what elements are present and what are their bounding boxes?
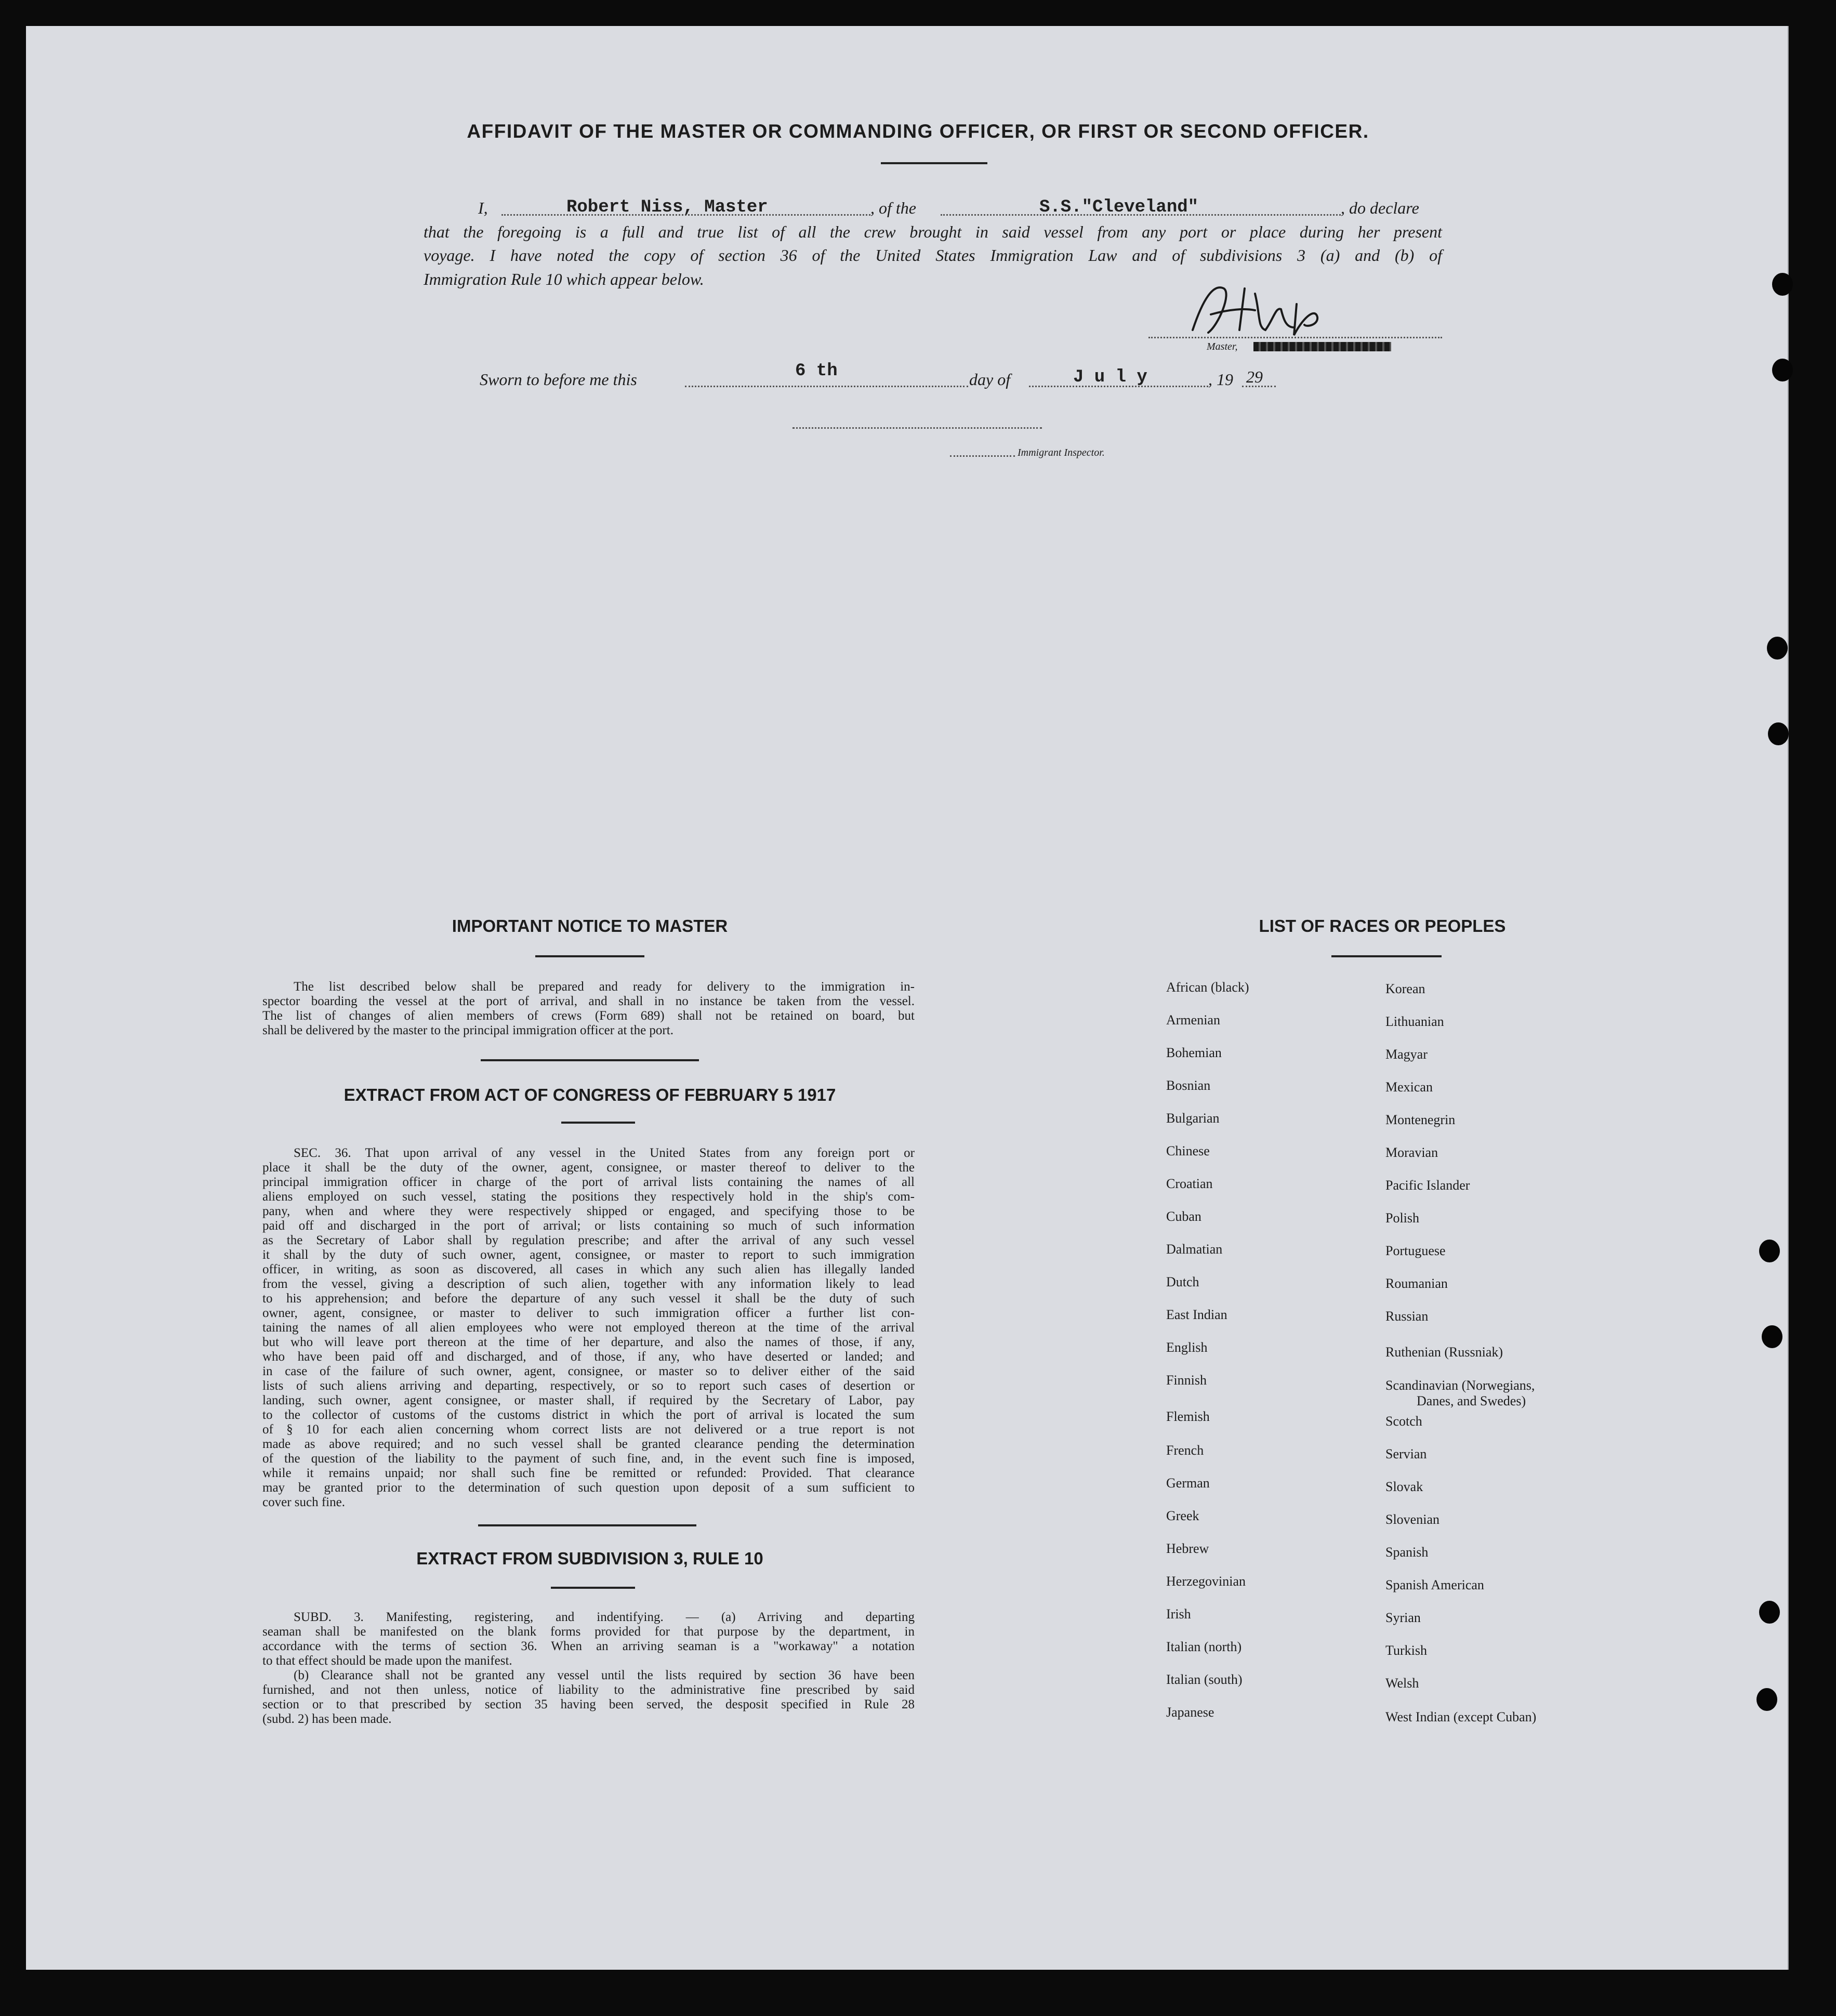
paragraph-line: SEC. 36. That upon arrival of any vessel in the United States from any foreign port or (294, 1146, 915, 1160)
officer-name: Robert Niss, Master (566, 197, 768, 217)
race-item: Japanese (1166, 1705, 1214, 1720)
struck-out-text (1253, 342, 1391, 351)
race-item: Lithuanian (1385, 1014, 1444, 1029)
race-item: Turkish (1385, 1643, 1427, 1658)
paragraph-line: paid off and discharged in the port of arrival; or lists containing so much of such information (262, 1219, 915, 1233)
race-item: Ruthenian (Russniak) (1385, 1345, 1503, 1360)
affidavit-i-label: I, (478, 199, 488, 217)
extract-act-bottom-divider (478, 1524, 696, 1526)
race-item: Pacific Islander (1385, 1178, 1470, 1193)
race-item: French (1166, 1443, 1204, 1458)
race-item: Russian (1385, 1309, 1429, 1324)
paragraph-line: landing, such owner, agent consignee, or master shall, if required by the Secretary of Labor, pay (262, 1393, 915, 1407)
paragraph-line: seaman shall be manifested on the blank forms provided for that purpose by the department, in (262, 1625, 915, 1639)
affidavit-body-line: Immigration Rule 10 which appear below. (424, 270, 704, 288)
sworn-day: 6 th (795, 361, 838, 381)
paragraph-line: of § 10 for each alien concerning whom correct lists are not delivered or a true report is not (262, 1422, 915, 1437)
paragraph-line: The list of changes of alien members of crews (Form 689) shall not be retained on board, but (262, 1009, 915, 1023)
extract-act-paragraph (262, 1146, 915, 1510)
race-item: Irish (1166, 1606, 1191, 1622)
race-item: Montenegrin (1385, 1112, 1456, 1127)
signature-caption: Master, (1207, 341, 1238, 352)
race-item: Portuguese (1385, 1243, 1446, 1258)
of-the-label: , of the (870, 199, 916, 217)
race-item: Dutch (1166, 1274, 1199, 1289)
race-item: Servian (1385, 1446, 1427, 1461)
inspector-label: Immigrant Inspector. (1018, 447, 1105, 458)
paragraph-line: while it remains unpaid; nor shall such fine be remitted or refunded: Provided. That clearance (262, 1466, 915, 1480)
paragraph-line: it shall by the duty of such owner, agent, consignee, or master to report to such immigration (262, 1248, 915, 1262)
binder-hole (1759, 1240, 1780, 1262)
race-item: Slovak (1385, 1479, 1423, 1494)
paragraph-line: taining the names of all alien employees who were not employed thereon at the time of the arrival (262, 1321, 915, 1335)
race-item: African (black) (1166, 980, 1249, 995)
race-item: Bosnian (1166, 1078, 1211, 1093)
binder-hole (1756, 1688, 1777, 1711)
extract-act-title: EXTRACT FROM ACT OF CONGRESS OF FEBRUARY 5 1917 (344, 1085, 836, 1104)
race-item: Danes, and Swedes) (1417, 1393, 1526, 1408)
race-item: Finnish (1166, 1373, 1207, 1388)
paragraph-line: lists of such aliens arriving and departing, respectively, or so to report such cases of desertion or (262, 1379, 915, 1393)
sworn-month: J u l y (1073, 367, 1147, 387)
notice-divider (535, 955, 644, 957)
inspector-line-upper (792, 427, 1042, 429)
paragraph-line: furnished, and not then unless, notice of liability to the administrative fine prescribed by said (262, 1683, 915, 1697)
paragraph-line: may be granted prior to the determination of such question upon deposit of a sum sufficient to (262, 1481, 915, 1495)
binder-hole (1768, 722, 1789, 745)
notice-paragraph (262, 980, 915, 1038)
race-item: East Indian (1166, 1307, 1227, 1322)
race-item: Moravian (1385, 1145, 1438, 1160)
paragraph-line: owner, agent, consignee, or master to deliver to such immigration officer a further list con- (262, 1306, 915, 1320)
binder-hole (1759, 1601, 1780, 1624)
race-item: Syrian (1385, 1610, 1421, 1625)
extract-rule-paragraph (262, 1610, 915, 1727)
extract-rule-divider (551, 1587, 635, 1589)
race-item: Scandinavian (Norwegians, (1385, 1378, 1535, 1393)
race-item: Scotch (1385, 1414, 1422, 1429)
race-item: Polish (1385, 1210, 1420, 1226)
race-item: Roumanian (1385, 1276, 1448, 1291)
paragraph-line: (subd. 2) has been made. (262, 1712, 392, 1726)
notice-title: IMPORTANT NOTICE TO MASTER (452, 916, 728, 935)
race-item: Dalmatian (1166, 1242, 1223, 1257)
race-item: Spanish (1385, 1545, 1429, 1560)
paragraph-line: but who will leave port thereon at the time of her departure, and also the names of those, if any, (262, 1335, 915, 1349)
paragraph-line: made as above required; and no such vessel shall be granted clearance pending the determination (262, 1437, 915, 1451)
race-item: Bohemian (1166, 1045, 1222, 1060)
day-of-label: day of (969, 370, 1011, 389)
paragraph-line: shall be delivered by the master to the principal immigration officer at the port. (262, 1023, 673, 1037)
paragraph-line: who have been paid off and discharged, and of those, if any, who have deserted or landed; and (262, 1350, 915, 1364)
binder-hole (1762, 1325, 1782, 1348)
affidavit-body-line: voyage. I have noted the copy of section 36 of the United States Immigration Law and of subdivisions 3 (a) and (b) of (424, 246, 1442, 265)
affidavit-body-line: that the foregoing is a full and true list of all the crew brought in said vessel from any port or place during her present (424, 222, 1442, 241)
race-item: Korean (1385, 981, 1425, 996)
race-item: Chinese (1166, 1143, 1210, 1158)
paragraph-line: to the collector of customs of the customs district in which the port of arrival is located the sum (262, 1408, 915, 1422)
paragraph-line: to that effect should be made upon the manifest. (262, 1654, 512, 1668)
races-title: LIST OF RACES OR PEOPLES (1259, 916, 1506, 935)
race-item: Italian (south) (1166, 1672, 1243, 1687)
paragraph-line: accordance with the terms of section 36. When an arriving seaman is a "workaway" a notation (262, 1639, 915, 1653)
paragraph-line: SUBD. 3. Manifesting, registering, and indentifying. — (a) Arriving and departing (294, 1610, 915, 1624)
vessel-name: S.S."Cleveland" (1039, 197, 1199, 217)
race-item: Welsh (1385, 1676, 1419, 1691)
races-divider (1331, 955, 1442, 957)
binder-hole (1772, 273, 1793, 296)
notice-bottom-divider (481, 1059, 699, 1061)
year-suffix: 29 (1246, 367, 1263, 386)
binder-hole (1767, 637, 1788, 660)
race-item: Hebrew (1166, 1541, 1209, 1556)
race-item: West Indian (except Cuban) (1385, 1709, 1537, 1724)
race-item: Slovenian (1385, 1512, 1439, 1527)
paragraph-line: as the Secretary of Labor shall by regulation prescribe; and after the arrival of any such vessel (262, 1233, 915, 1247)
race-item: German (1166, 1475, 1210, 1491)
race-item: Cuban (1166, 1209, 1201, 1224)
sworn-day-line (685, 386, 968, 387)
race-item: Greek (1166, 1508, 1199, 1523)
paragraph-line: aliens employed on such vessel, stating the positions they respectively hold in the ship's com- (262, 1190, 915, 1204)
race-item: Herzegovinian (1166, 1574, 1246, 1589)
race-item: Spanish American (1385, 1577, 1484, 1592)
race-item: Mexican (1385, 1079, 1433, 1095)
race-item: Croatian (1166, 1176, 1213, 1191)
paragraph-line: spector boarding the vessel at the port of arrival, and shall in no instance be taken from the vessel. (262, 994, 915, 1008)
paragraph-line: place it shall be the duty of the owner, agent, consignee, or master thereof to deliver to the (262, 1161, 915, 1175)
signature-line (1148, 337, 1442, 338)
race-item: Flemish (1166, 1409, 1210, 1424)
sworn-label: Sworn to before me this (480, 370, 637, 389)
paragraph-line: in case of the failure of such owner, agent, consignee, or master so to deliver either of the said (262, 1364, 915, 1378)
paragraph-line: from the vessel, giving a description of such alien, together with any information likely to lead (262, 1277, 915, 1291)
affidavit-title: AFFIDAVIT OF THE MASTER OR COMMANDING OFFICER, OR FIRST OR SECOND OFFICER. (467, 121, 1369, 142)
paragraph-line: officer, in writing, as soon as discovered, all cases in which any such alien has illegally landed (262, 1262, 915, 1276)
race-item: Italian (north) (1166, 1639, 1242, 1654)
declare-label: , do declare (1341, 199, 1419, 217)
binder-hole (1772, 359, 1793, 381)
year-prefix: , 19 (1208, 370, 1233, 389)
paragraph-line: cover such fine. (262, 1495, 345, 1509)
inspector-line (950, 455, 1015, 457)
master-signature (1182, 278, 1338, 340)
race-item: English (1166, 1340, 1208, 1355)
extract-rule-title: EXTRACT FROM SUBDIVISION 3, RULE 10 (416, 1549, 763, 1568)
paragraph-line: The list described below shall be prepared and ready for delivery to the immigration in- (294, 980, 915, 994)
paragraph-line: to his apprehension; and before the departure of any such vessel it shall be the duty of such (262, 1292, 915, 1306)
race-item: Bulgarian (1166, 1111, 1220, 1126)
paragraph-line: pany, when and where they were respectively shipped or engaged, and specifying those to be (262, 1204, 915, 1218)
paragraph-line: section or to that prescribed by section 35 having been served, the desposit specified in Rule 28 (262, 1697, 915, 1711)
race-item: Armenian (1166, 1012, 1220, 1027)
extract-act-divider (561, 1122, 635, 1124)
paragraph-line: principal immigration officer in charge of the port of arrival lists containing the names of all (262, 1175, 915, 1189)
title-divider (881, 162, 987, 164)
race-item: Magyar (1385, 1047, 1428, 1062)
paragraph-line: (b) Clearance shall not be granted any vessel until the lists required by section 36 have been (294, 1668, 915, 1682)
paragraph-line: of the question of the liability to the payment of such fine, and, in the event such fine is imposed, (262, 1452, 915, 1466)
